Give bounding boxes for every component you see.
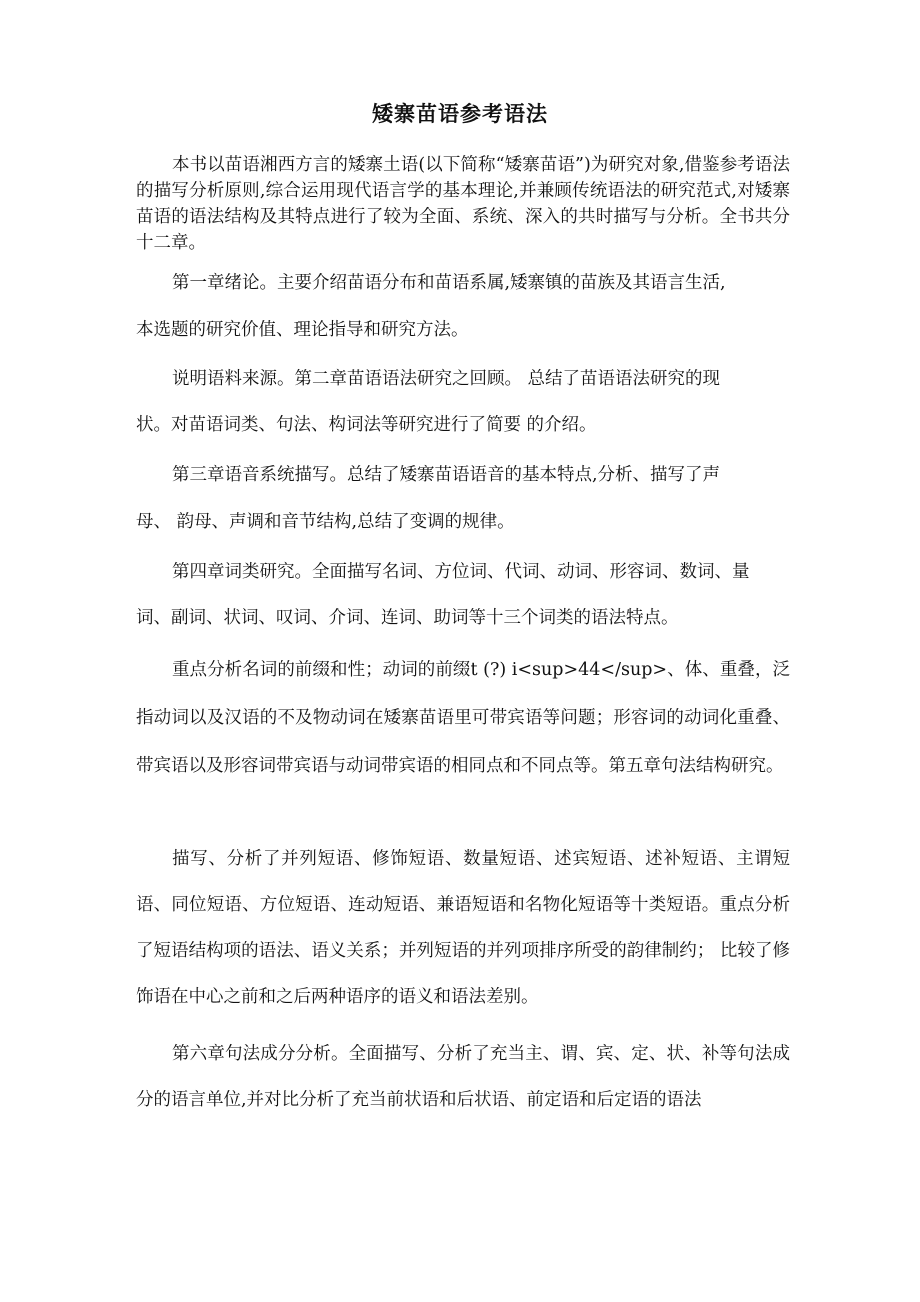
paragraph-ch3-line2: 母、 韵母、声调和音节结构,总结了变调的规律。 [136, 512, 515, 532]
paragraph-ch3-line1: 第三章语音系统描写。总结了矮寨苗语语音的基本特点,分析、描写了声 [172, 465, 721, 485]
document-title: 矮寨苗语参考语法 [372, 101, 548, 126]
paragraph-ch1-line2: 本选题的研究价值、理论指导和研究方法。 [136, 320, 469, 340]
paragraph-intro: 本书以苗语湘西方言的矮寨土语(以下简称“矮寨苗语”)为研究对象,借鉴参考语法的描写分析原则,综合运用现代语言学的基本理论,并兼顾传统语法的研究范式,对矮寨苗语的语法结构及其特点进行了较为全面、系统、深入的共时描写与分析。全书共分十二章。 [136, 155, 790, 253]
paragraph-ch2-line1: 说明语料来源。第二章苗语语法研究之回顾。 总结了苗语语法研究的现 [172, 369, 721, 389]
paragraph-focus: 重点分析名词的前缀和性；动词的前缀t (?) i<sup>44</sup>、体、重叠，泛指动词以及汉语的不及物动词在矮寨苗语里可带宾语等问题；形容词的动词化重叠、带宾语以及形容词带宾语与动词带宾语的相同点和不同点等。第五章句法结构研究。 [136, 660, 790, 776]
paragraph-ch4-line2: 词、副词、状词、叹词、介词、连词、助词等十三个词类的语法特点。 [136, 608, 679, 628]
paragraph-ch6: 第六章句法成分分析。全面描写、分析了充当主、谓、宾、定、状、补等句法成分的语言单位,并对比分析了充当前状语和后状语、前定语和后定语的语法 [136, 1044, 790, 1110]
paragraph-ch4-line1: 第四章词类研究。全面描写名词、方位词、代词、动词、形容词、数词、量 [172, 562, 750, 582]
paragraph-ch5: 描写、分析了并列短语、修饰短语、数量短语、述宾短语、述补短语、主谓短语、同位短语、方位短语、连动短语、兼语短语和名物化短语等十类短语。重点分析了短语结构项的语法、语义关系；并列短语的并列项排序所受的韵律制约； 比较了修饰语在中心之前和之后两种语序的语义和语法差别。 [136, 849, 790, 1007]
paragraph-ch1-line1: 第一章绪论。主要介绍苗语分布和苗语系属,矮寨镇的苗族及其语言生活, [172, 273, 726, 293]
paragraph-ch2-line2: 状。对苗语词类、句法、构词法等研究进行了简要 的介绍。 [136, 415, 597, 435]
